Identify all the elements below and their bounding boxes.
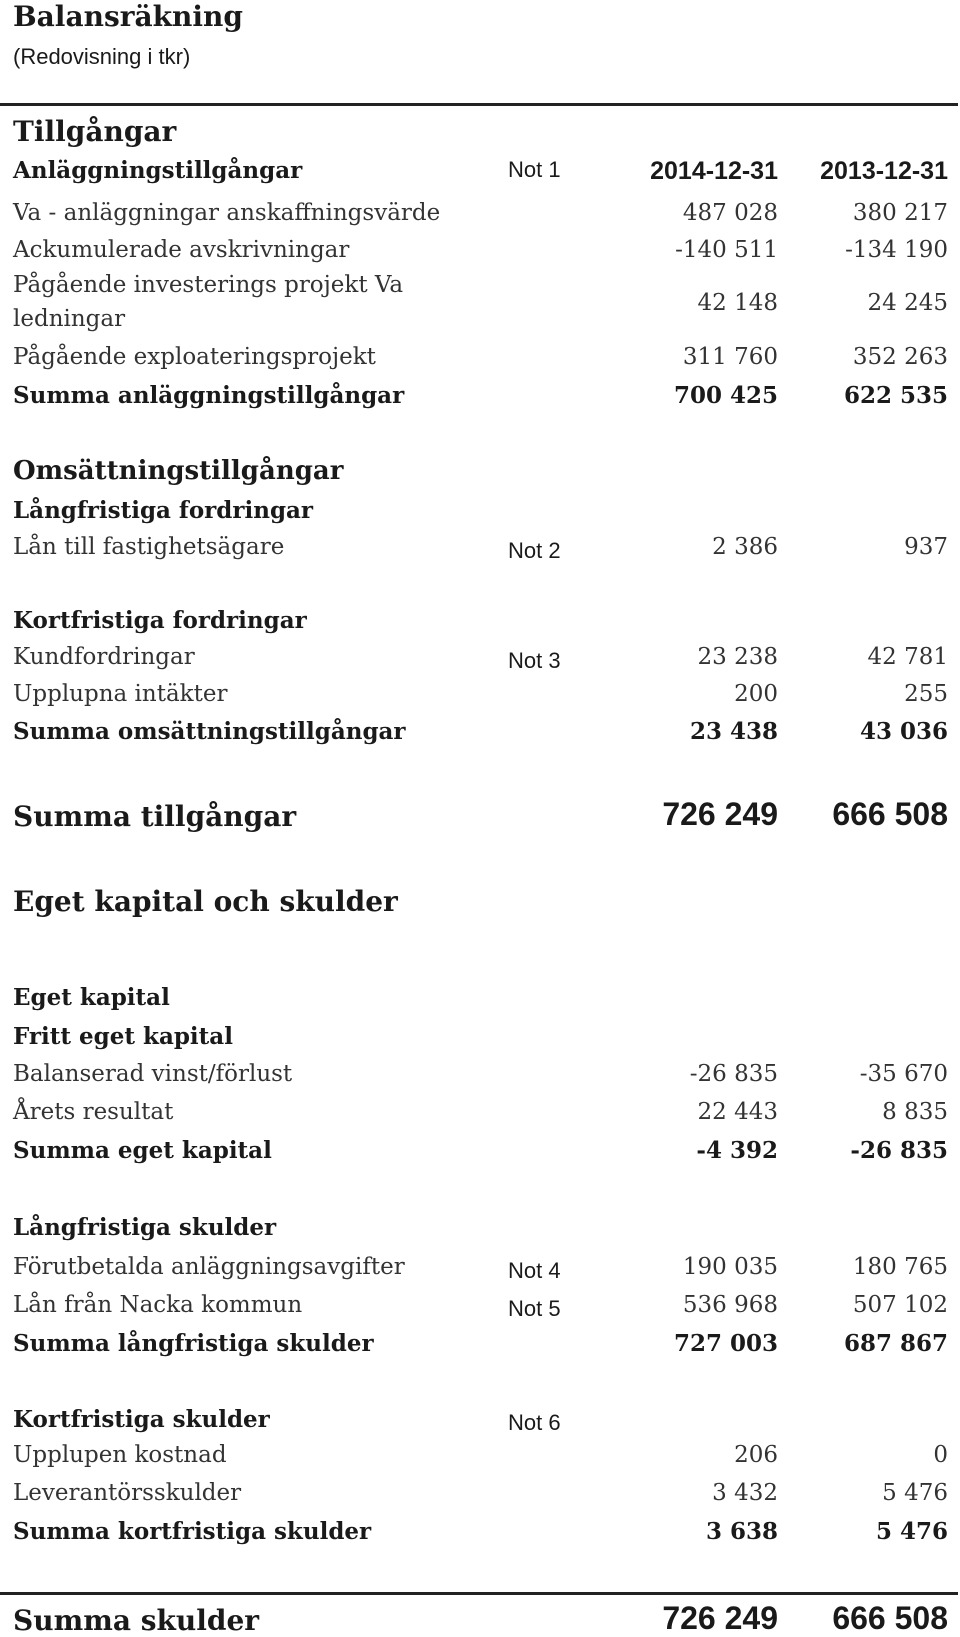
value-2014: 23 238 [697, 644, 778, 670]
value-2014: -26 835 [689, 1061, 778, 1087]
long-liabilities-heading: Långfristiga skulder [13, 1214, 277, 1241]
row-label: Lån till fastighetsägare [13, 534, 285, 560]
short-liabilities-heading: Kortfristiga skulder [13, 1406, 270, 1433]
value-2013: 42 781 [867, 644, 948, 670]
note-label: Not 2 [508, 538, 561, 563]
page-subtitle: (Redovisning i tkr) [13, 44, 191, 69]
row-label: Leverantörsskulder [13, 1480, 242, 1506]
note-label: Not 1 [508, 157, 561, 182]
value-2013: -134 190 [845, 237, 948, 263]
value-2014: -140 511 [675, 237, 778, 263]
note-label: Not 4 [508, 1258, 561, 1283]
value-2013: 507 102 [852, 1292, 948, 1318]
sum-2014: 3 638 [705, 1518, 778, 1545]
value-2013: 8 835 [882, 1099, 948, 1125]
value-2014: 311 760 [682, 344, 778, 370]
value-2013: 937 [904, 534, 948, 560]
row-label-line-2: ledningar [13, 306, 126, 332]
sum-label: Summa kortfristiga skulder [13, 1518, 372, 1545]
row-label: Pågående exploateringsprojekt [13, 344, 376, 370]
sum-2014: 700 425 [673, 382, 778, 409]
value-2014: 206 [734, 1442, 778, 1468]
value-2013: -35 670 [859, 1061, 948, 1087]
row-label: Va - anläggningar anskaffningsvärde [13, 200, 441, 226]
sum-2013: 43 036 [859, 718, 948, 745]
row-label: Upplupna intäkter [13, 681, 228, 707]
value-2014: 2 386 [712, 534, 778, 560]
value-2014: 536 968 [682, 1292, 778, 1318]
column-header-2014: 2014-12-31 [650, 157, 778, 185]
sum-2013: 687 867 [843, 1330, 948, 1357]
row-label: Årets resultat [13, 1099, 174, 1125]
top-divider [0, 103, 958, 106]
value-2014: 190 035 [682, 1254, 778, 1280]
equity-liabilities-heading: Eget kapital och skulder [13, 885, 398, 918]
row-label: Kundfordringar [13, 644, 195, 670]
note-label: Not 3 [508, 648, 561, 673]
row-label: Ackumulerade avskrivningar [13, 237, 350, 263]
equity-heading: Eget kapital [13, 984, 170, 1011]
total-assets-label: Summa tillgångar [13, 800, 297, 833]
sum-2014: -4 392 [696, 1137, 778, 1164]
bottom-divider [0, 1592, 958, 1595]
column-header-2013: 2013-12-31 [820, 157, 948, 185]
sum-label: Summa långfristiga skulder [13, 1330, 374, 1357]
value-2014: 3 432 [712, 1480, 778, 1506]
sum-2014: 727 003 [673, 1330, 778, 1357]
total-liabilities-2013: 666 508 [832, 1600, 948, 1636]
value-2013: 180 765 [852, 1254, 948, 1280]
value-2014: 200 [734, 681, 778, 707]
value-2014: 487 028 [682, 200, 778, 226]
sum-2014: 23 438 [689, 718, 778, 745]
current-assets-heading: Omsättningstillgångar [13, 456, 344, 486]
assets-heading: Tillgångar [13, 115, 177, 148]
total-liabilities-label: Summa skulder [13, 1604, 260, 1637]
value-2014: 22 443 [697, 1099, 778, 1125]
row-label: Balanserad vinst/förlust [13, 1061, 293, 1087]
note-label: Not 5 [508, 1296, 561, 1321]
value-2013: 255 [904, 681, 948, 707]
sum-2013: -26 835 [850, 1137, 948, 1164]
total-assets-2014: 726 249 [662, 796, 778, 832]
row-label: Lån från Nacka kommun [13, 1292, 303, 1318]
page-title: Balansräkning [13, 0, 243, 33]
value-2013: 5 476 [882, 1480, 948, 1506]
row-label-line-1: Pågående investerings projekt Va [13, 272, 404, 298]
sum-label: Summa omsättningstillgångar [13, 718, 406, 745]
value-2013: 352 263 [852, 344, 948, 370]
note-label: Not 6 [508, 1410, 561, 1435]
total-assets-2013: 666 508 [832, 796, 948, 832]
sum-label: Summa anläggningstillgångar [13, 382, 405, 409]
value-2013: 24 245 [867, 290, 948, 316]
free-equity-heading: Fritt eget kapital [13, 1023, 233, 1050]
sum-2013: 5 476 [875, 1518, 948, 1545]
sum-2013: 622 535 [843, 382, 948, 409]
sum-label: Summa eget kapital [13, 1137, 272, 1164]
value-2014: 42 148 [697, 290, 778, 316]
long-receivables-heading: Långfristiga fordringar [13, 497, 314, 524]
value-2013: 380 217 [852, 200, 948, 226]
fixed-assets-heading: Anläggningstillgångar [13, 157, 303, 184]
row-label: Förutbetalda anläggningsavgifter [13, 1254, 405, 1280]
row-label: Upplupen kostnad [13, 1442, 227, 1468]
short-receivables-heading: Kortfristiga fordringar [13, 607, 307, 634]
value-2013: 0 [933, 1442, 948, 1468]
total-liabilities-2014: 726 249 [662, 1600, 778, 1636]
